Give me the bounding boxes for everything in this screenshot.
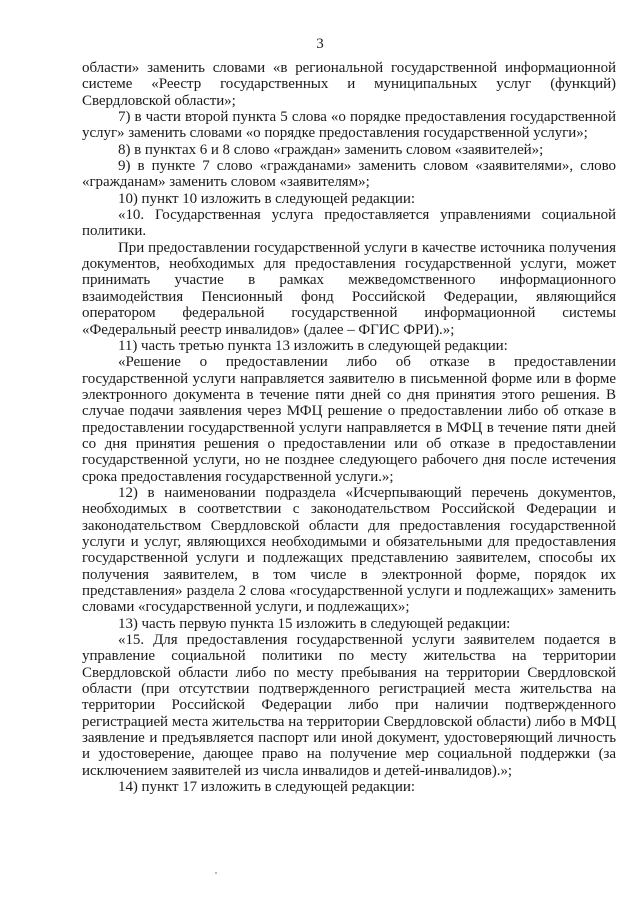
scan-dot: [215, 872, 217, 874]
paragraph-item-13: 13) часть первую пункта 15 изложить в следующей редакции:: [118, 615, 511, 632]
paragraph-item-11: 11) часть третью пункта 13 изложить в следующей редакции:: [118, 337, 508, 354]
paragraph-clause-15: «15. Для предоставления государственной услуги заявителем подается в управление социальной политики по месту жительства на территории Свердловской области либо по месту пребывания на территории Свердловской области (при отсутствии подтвержденного регистрацией места жительства на территории Российской Федерации либо при наличии подтвержденного регистрацией места жительства на территории Свердловской области) либо в МФЦ заявление и предъявляется паспорт или иной документ, удостоверяющий личность и удостоверение, дающее право на получение мер социальной поддержки (за исключением заявителей из числа инвалидов и детей-инвалидов).»;: [82, 632, 616, 779]
paragraph-item-10: 10) пункт 10 изложить в следующей редакции:: [118, 190, 415, 207]
paragraph-item-7: 7) в части второй пункта 5 слова «о порядке предоставления государственной услуг» заменить словами «о порядке предоставления государственной услуги»;: [82, 109, 616, 142]
paragraph-clause-13-part-3: «Решение о предоставлении либо об отказе в предоставлении государственной услуги направляется заявителю в письменной форме или в форме электронного документа в течение пяти дней со дня принятия этого решения. В случае подачи заявления через МФЦ решение о предоставлении либо об отказе в предоставлении государственной услуги направляется в МФЦ в течение пяти дней со дня принятия решения о предоставлении или об отказе в предоставлении государственной услуги, но не позднее следующего рабочего дня после истечения срока предоставления государственной услуги.»;: [82, 354, 616, 485]
paragraph-clause-10: «10. Государственная услуга предоставляется управлениями социальной политики.: [82, 207, 616, 240]
paragraph-item-8: 8) в пунктах 6 и 8 слово «граждан» заменить словом «заявителей»;: [118, 141, 544, 158]
page-number: 3: [316, 36, 324, 52]
document-body: [82, 60, 616, 795]
paragraph-item-12: 12) в наименовании подраздела «Исчерпывающий перечень документов, необходимых в соответствии с законодательством Российской Федерации и законодательством Свердловской области для предоставления государственной услуги и услуг, являющихся необходимыми и обязательными для предоставления государственной услуги и подлежащих представлению заявителем, способы их получения заявителем, в том числе в электронной форме, порядок их представления» раздела 2 слова «государственной услуги и подлежащих» заменить словами «государственной услуги, и подлежащих»;: [82, 484, 616, 616]
paragraph-clause-10-part-2: При предоставлении государственной услуги в качестве источника получения документов, необходимых для предоставления государственной услуги, может принимать участие в рамках межведомственного информационного взаимодействия Пенсионный фонд Российской Федерации, являющийся оператором федеральной государственной информационной системы «Федеральный реестр инвалидов» (далее – ФГИС ФРИ).»;: [82, 239, 616, 338]
paragraph-continuation: области» заменить словами «в региональной государственной информационной системе «Реестр государственных и муниципальных услуг (функций) Свердловской области»;: [82, 60, 616, 109]
paragraph-item-14: 14) пункт 17 изложить в следующей редакции:: [118, 779, 415, 796]
paragraph-item-9: 9) в пункте 7 слово «гражданами» заменить словом «заявителями», слово «гражданам» заменить словом «заявителям»;: [82, 158, 616, 191]
